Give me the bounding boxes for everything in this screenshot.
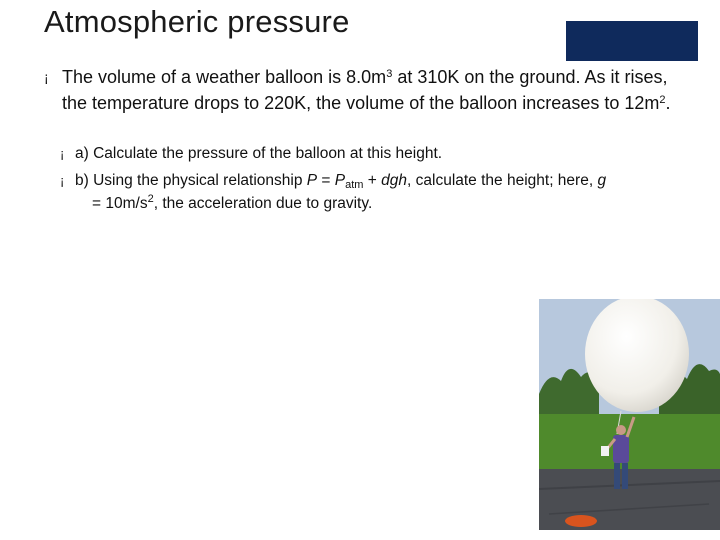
main-bullet [44,64,694,116]
bullet-circle-icon: ¡ [44,69,49,85]
title-accent-bar [566,21,698,61]
weather-balloon-photo [539,299,720,530]
balloon [585,299,689,412]
bullet-circle-icon: ¡ [60,146,65,161]
sub-bullet-b-text: b) Using the physical relationship P = Patm + dgh, calculate the height; here, g [75,172,607,191]
grass [539,414,720,474]
bullet-circle-icon: ¡ [60,173,65,188]
slide-title: Atmospheric pressure [44,4,350,39]
main-bullet-text: The volume of a weather balloon is $8.0m^3$ at 310K on the ground. As it rises, the temperature drops to 220K, the volume of the balloon increases to $12m^2$. [62,67,671,113]
sub-bullet-b [60,169,700,215]
sub-bullet-b-continuation: = $10m/s^2$, the acceleration due to gravity. [92,193,373,212]
sub-bullet-a [60,142,700,165]
sub-bullet-a-text: a) Calculate the pressure of the balloon at this height. [75,145,443,162]
